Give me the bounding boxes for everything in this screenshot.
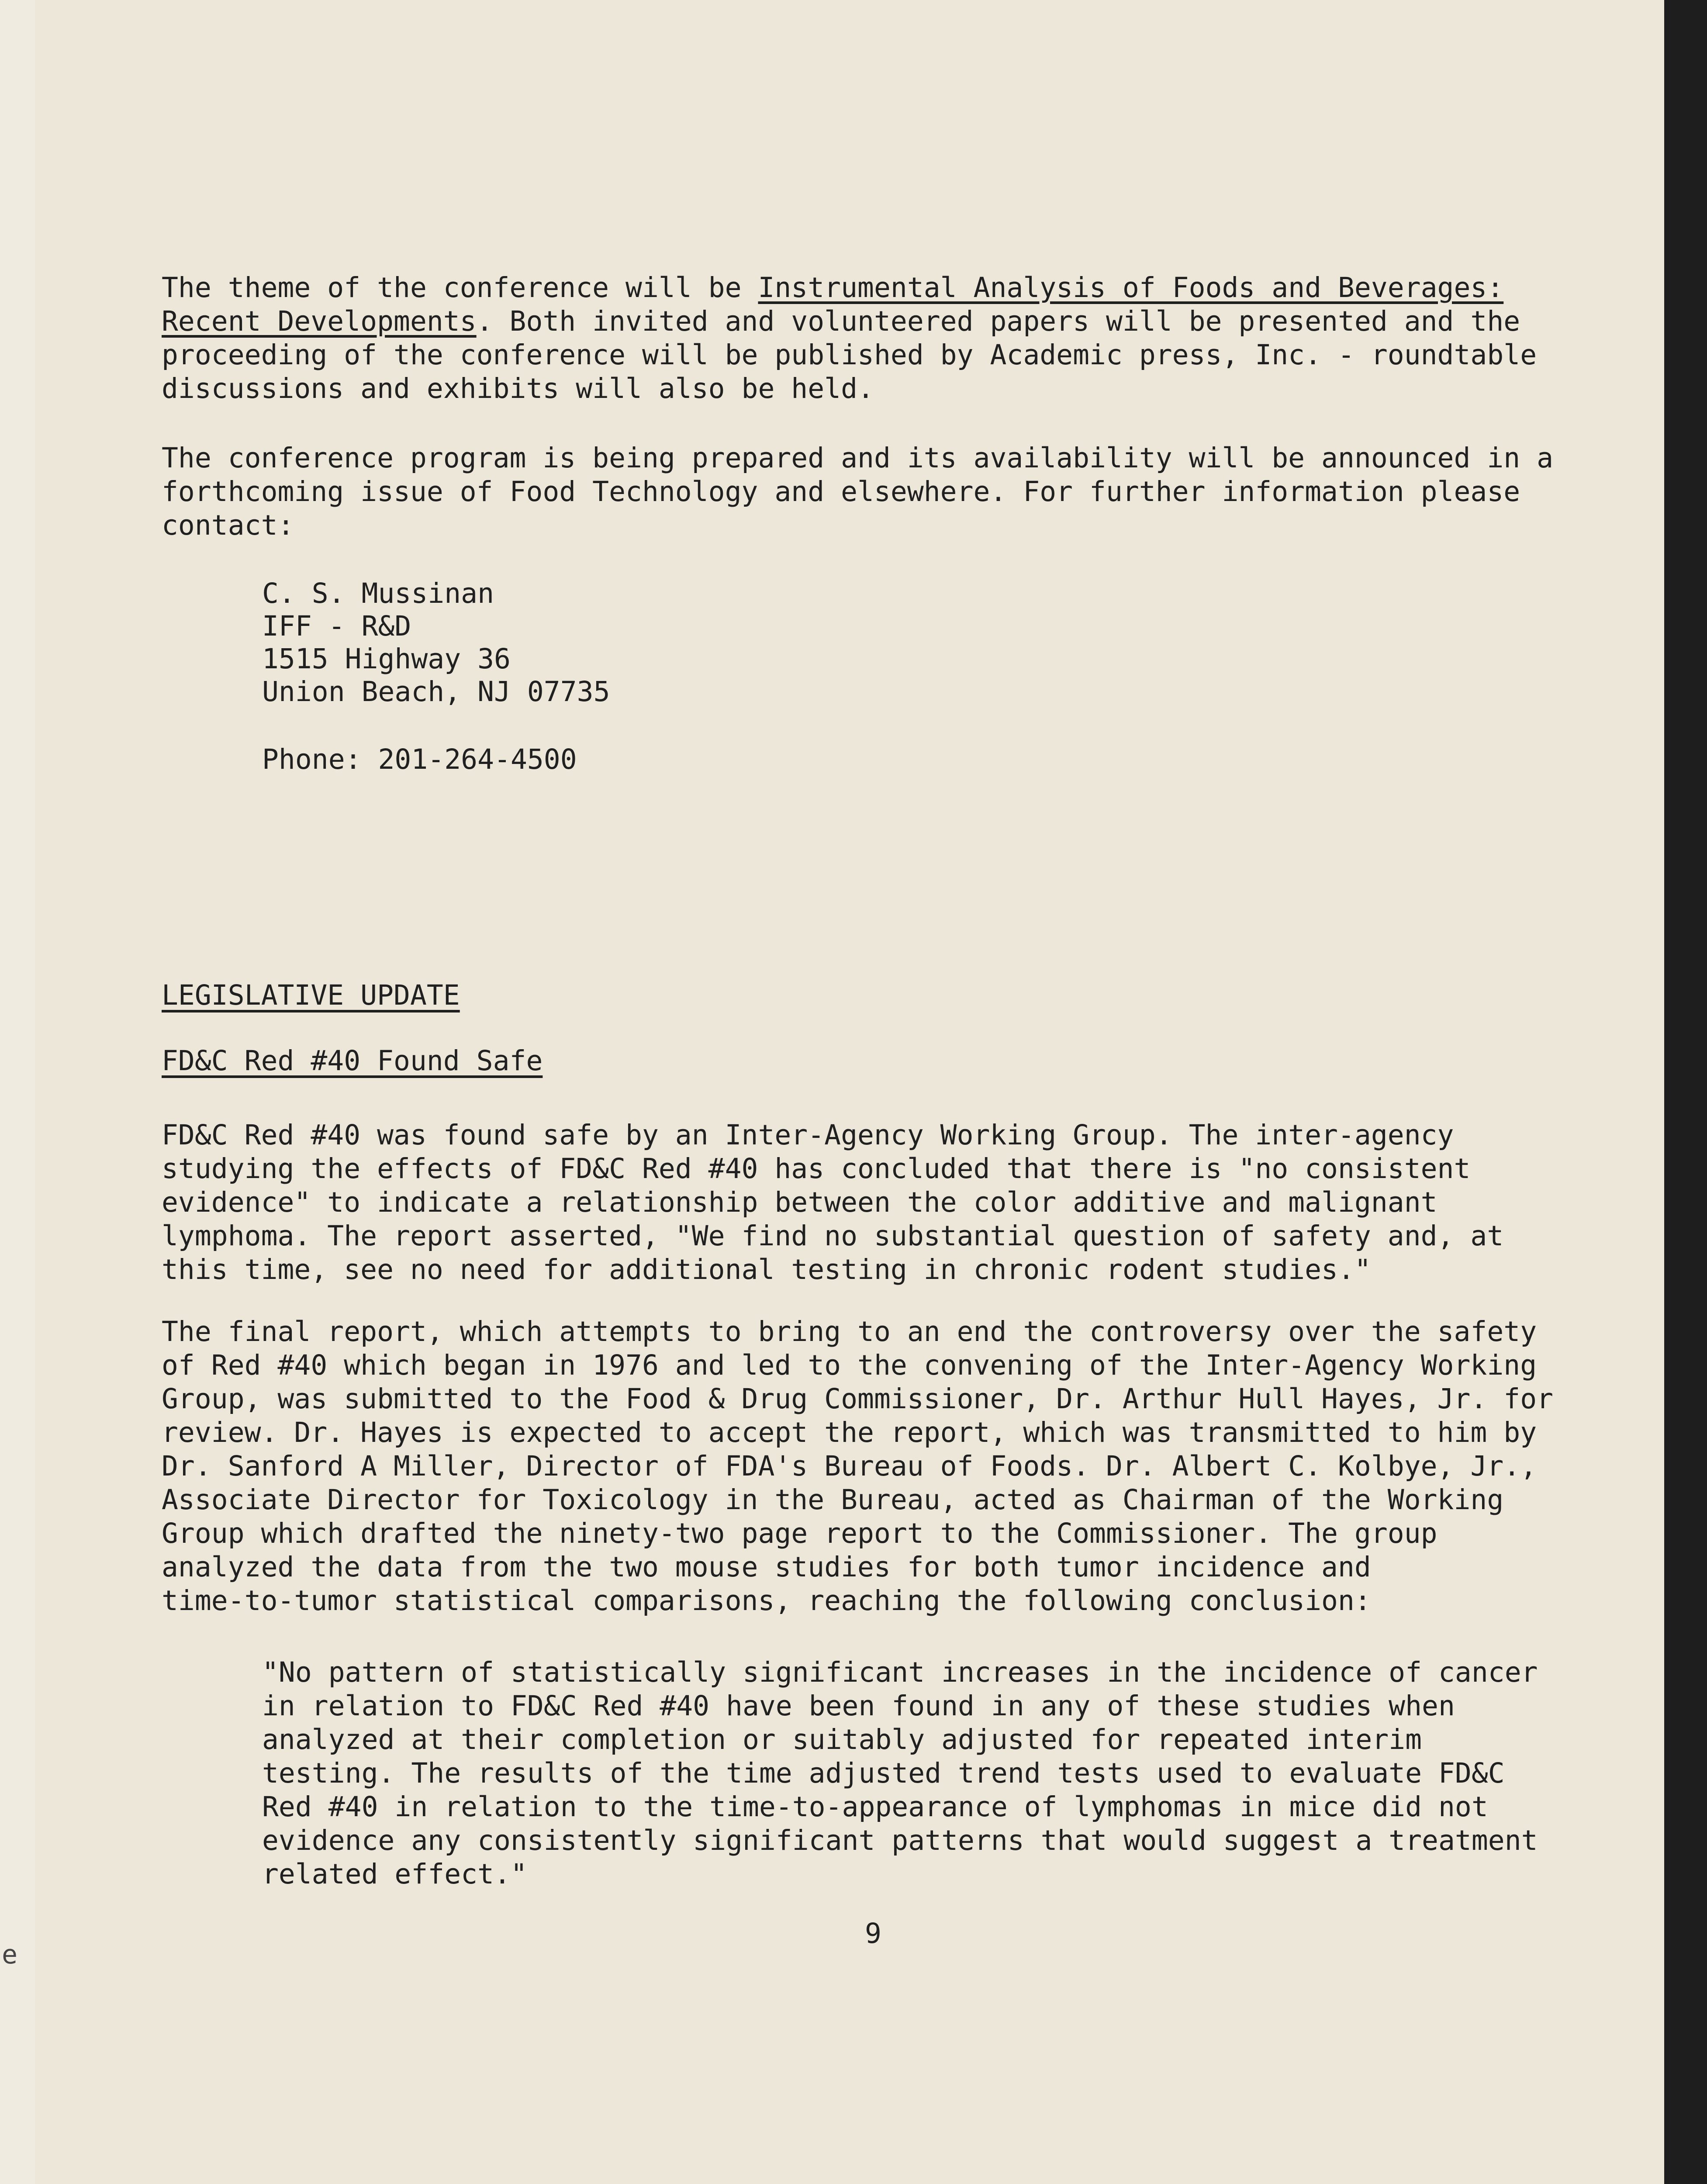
conference-intro: The theme of the conference will be <box>162 272 758 304</box>
contact-street: 1515 Highway 36 <box>262 643 511 675</box>
contact-organization: IFF - R&D <box>262 610 411 642</box>
contact-name: C. S. Mussinan <box>262 577 494 609</box>
conference-paragraph-2: The conference program is being prepared and its availability will be announced in a forthcoming issue of Food Technology and elsewhere. For further information please contact: <box>162 442 1554 541</box>
document-page <box>35 0 1664 2184</box>
conference-details: . Both invited and volunteered papers will be presented and the proceeding of the conference will be published by Academic press, Inc. - roundtable discussions and exhibits will also be held. <box>162 305 1537 404</box>
section-subheading: FD&C Red #40 Found Safe <box>162 1045 543 1077</box>
previous-page-letter: e <box>2 1939 18 1970</box>
conference-paragraph-1 <box>162 271 1603 405</box>
conclusion-quote: "No pattern of statistically significant increases in the incidence of cancer in relation to FD&C Red #40 have been found in any of these studies when analyzed at their completion or suitably adjusted for repeated interim testing. The results of the time adjusted trend tests used to evaluate FD&C Red #40 in relation to the time-to-appearance of lymphomas in mice did not evidence any consistently significant patterns that would suggest a treatment related effect." <box>262 1656 1538 1890</box>
section-heading: LEGISLATIVE UPDATE <box>162 979 460 1011</box>
contact-phone: Phone: 201-264-4500 <box>262 743 577 775</box>
legislative-paragraph-1: FD&C Red #40 was found safe by an Inter-Agency Working Group. The inter-agency studying the effects of FD&C Red #40 has concluded that there is "no consistent evidence" to indicate a relationship between the color additive and malignant lymphoma. The report asserted, "We find no substantial question of safety and, at this time, see no need for additional testing in chronic rodent studies." <box>162 1119 1504 1286</box>
previous-page-edge <box>0 0 35 2184</box>
page-number: 9 <box>865 1918 881 1949</box>
legislative-paragraph-2: The final report, which attempts to bring to an end the controversy over the safety of Red #40 which began in 1976 and led to the convening of the Inter-Agency Working Group, was submitted to the Food & Drug Commissioner, Dr. Arthur Hull Hayes, Jr. for review. Dr. Hayes is expected to accept the report, which was transmitted to him by Dr. Sanford A Miller, Director of FDA's Bureau of Foods. Dr. Albert C. Kolbye, Jr., Associate Director for Toxicology in the Bureau, acted as Chairman of the Working Group which drafted the ninety-two page report to the Commissioner. The group analyzed the data from the two mouse studies for both tumor incidence and time-to-tumor statistical comparisons, reaching the following conclusion: <box>162 1316 1554 1617</box>
conference-theme: Instrumental Analysis of Foods and Beverages: Recent Developments <box>162 272 1504 337</box>
contact-city: Union Beach, NJ 07735 <box>262 676 610 708</box>
